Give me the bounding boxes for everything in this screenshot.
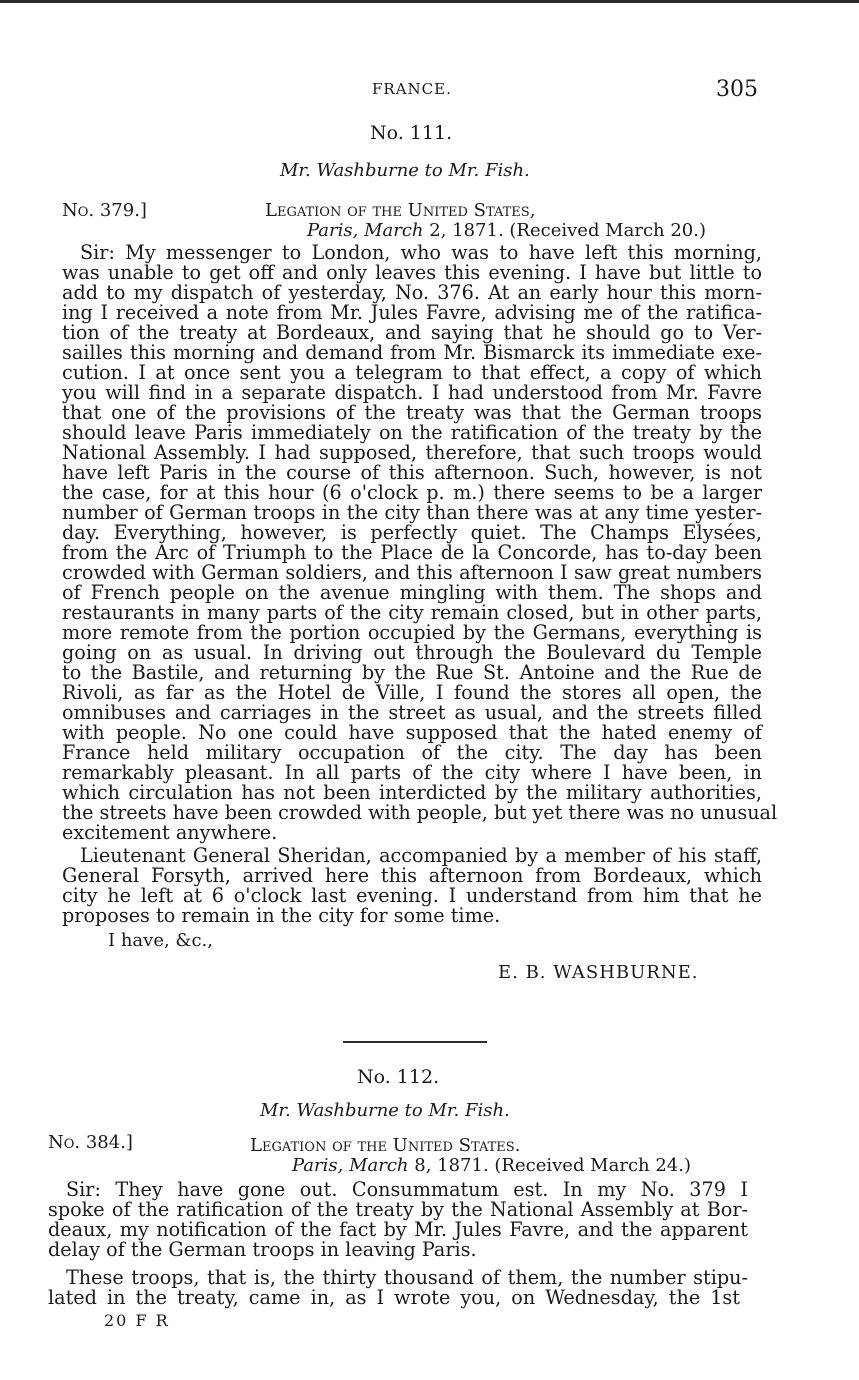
body-line: Rivoli, as far as the Hotel de Ville, I found the stores all open, the <box>62 681 762 704</box>
body-line: restaurants in many parts of the city remain closed, but in other parts, <box>62 601 762 624</box>
document-title-112: Mr. Washburne to Mr. Fish. <box>260 1100 510 1121</box>
body-line: proposes to remain in the city for some time. <box>62 904 501 927</box>
body-line: crowded with German soldiers, and this afternoon I saw great numbers <box>62 561 762 584</box>
document-number-111: No. 111. <box>370 122 453 144</box>
body-line: have left Paris in the course of this afternoon. Such, however, is not <box>62 461 762 484</box>
document-title-111: Mr. Washburne to Mr. Fish. <box>280 160 530 181</box>
body-line: should leave Paris immediately on the ratification of the treaty by the <box>62 421 762 444</box>
body-line: Sir: They have gone out. Consummatum est. In my No. 379 I <box>66 1178 748 1201</box>
section-divider <box>343 1041 487 1043</box>
top-border-line <box>0 0 859 3</box>
dateline-112: Paris, March 8, 1871. (Received March 24.) <box>292 1155 691 1176</box>
body-line: delay of the German troops in leaving Paris. <box>48 1238 477 1261</box>
body-line: the case, for at this hour (6 o'clock p. m.) there seems to be a larger <box>62 481 762 504</box>
body-line: city he left at 6 o'clock last evening. I understand from him that he <box>62 884 762 907</box>
body-line: more remote from the portion occupied by the Germans, everything is <box>62 621 762 644</box>
body-line: day. Everything, however, is perfectly quiet. The Champs Elysées, <box>62 521 762 544</box>
page-number: 305 <box>716 77 758 102</box>
body-line: deaux, my notification of the fact by Mr. Jules Favre, and the apparent <box>48 1218 748 1241</box>
body-line: add to my dispatch of yesterday, No. 376. At an early hour this morn- <box>62 281 762 304</box>
dispatch-ref-384: No. 384.] <box>48 1132 133 1153</box>
body-line: with people. No one could have supposed that the hated enemy of <box>62 721 762 744</box>
dispatch-ref-379: No. 379.] <box>62 200 147 221</box>
body-line: tion of the treaty at Bordeaux, and saying that he should go to Ver- <box>62 321 762 344</box>
body-line: Sir: My messenger to London, who was to have left this morning, <box>80 241 762 264</box>
body-line: ing I received a note from Mr. Jules Favre, advising me of the ratifica- <box>62 301 762 324</box>
body-line: France held military occupation of the city. The day has been <box>62 741 762 764</box>
body-line: Lieutenant General Sheridan, accompanied by a member of his staff, <box>80 844 762 867</box>
running-title: FRANCE. <box>372 80 452 98</box>
body-line: that one of the provisions of the treaty was that the German troops <box>62 401 762 424</box>
document-number-112: No. 112. <box>357 1066 440 1088</box>
body-line: from the Arc of Triumph to the Place de la Concorde, has to-day been <box>62 541 762 564</box>
body-line: lated in the treaty, came in, as I wrote you, on Wednesday, the 1st <box>48 1286 740 1309</box>
body-line: spoke of the ratification of the treaty by the National Assembly at Bor- <box>48 1198 748 1221</box>
signature-111: E. B. WASHBURNE. <box>498 962 699 983</box>
signature-mark: 20 F R <box>104 1311 170 1330</box>
body-line: to the Bastile, and returning by the Rue St. Antoine and the Rue de <box>62 661 762 684</box>
body-line: These troops, that is, the thirty thousand of them, the number stipu- <box>66 1266 748 1289</box>
body-line: the streets have been crowded with people, but yet there was no unusual <box>62 801 778 824</box>
body-line: remarkably pleasant. In all parts of the city where I have been, in <box>62 761 762 784</box>
body-line: number of German troops in the city than there was at any time yester- <box>62 501 762 524</box>
body-line: National Assembly. I had supposed, therefore, that such troops would <box>62 441 762 464</box>
body-line: omnibuses and carriages in the street as usual, and the streets filled <box>62 701 762 724</box>
body-line: sailles this morning and demand from Mr. Bismarck its immediate exe- <box>62 341 762 364</box>
body-line: cution. I at once sent you a telegram to that effect, a copy of which <box>62 361 762 384</box>
closing-111: I have, &c., <box>108 930 213 951</box>
dateline-111: Paris, March 2, 1871. (Received March 20.) <box>307 220 706 241</box>
body-line: going on as usual. In driving out through the Boulevard du Temple <box>62 641 762 664</box>
body-line: was unable to get off and only leaves this evening. I have but little to <box>62 261 762 284</box>
legation-heading-112: Legation of the United States. <box>250 1135 521 1156</box>
body-line: of French people on the avenue mingling with them. The shops and <box>62 581 762 604</box>
body-line: you will find in a separate dispatch. I had understood from Mr. Favre <box>62 381 762 404</box>
body-line: which circulation has not been interdicted by the military authorities, <box>62 781 762 804</box>
body-line: General Forsyth, arrived here this afternoon from Bordeaux, which <box>62 864 762 887</box>
body-line: excitement anywhere. <box>62 821 278 844</box>
legation-heading-111: Legation of the United States, <box>265 200 536 221</box>
